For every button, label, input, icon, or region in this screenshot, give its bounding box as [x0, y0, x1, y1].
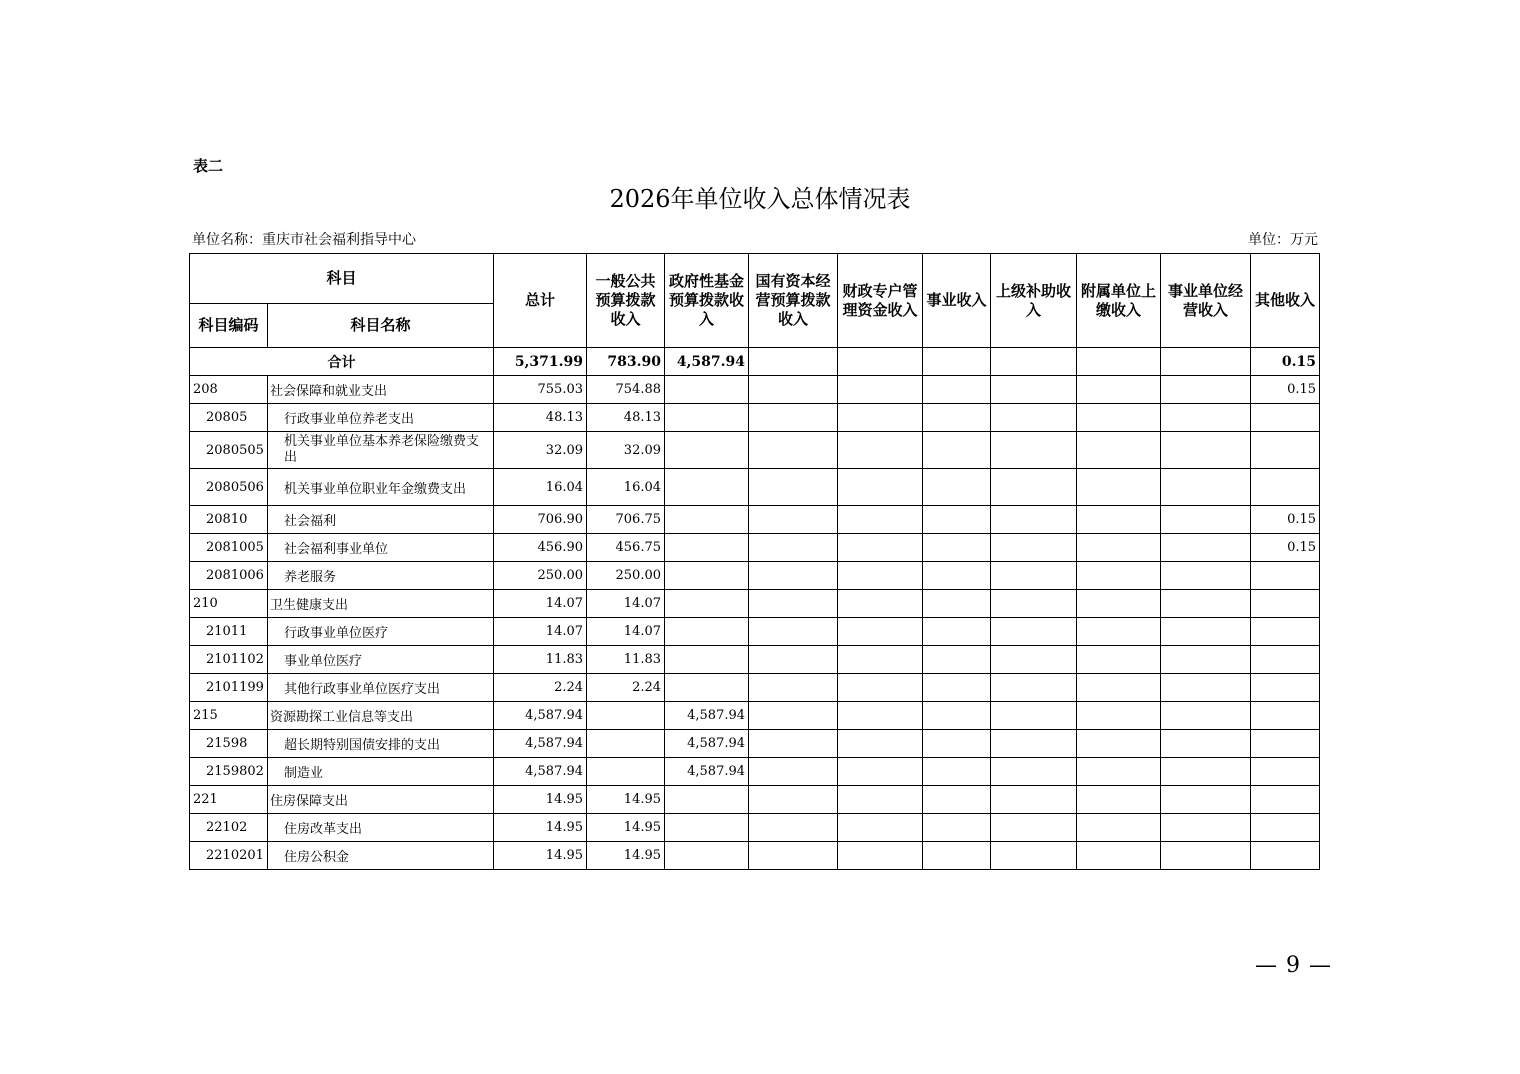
- header-subject: 科目: [190, 254, 494, 304]
- row-general-budget: 14.95: [587, 842, 665, 870]
- row-general-budget: 706.75: [587, 506, 665, 534]
- row-name: 住房保障支出: [268, 786, 494, 814]
- row-total: 48.13: [494, 404, 587, 432]
- row-total: 250.00: [494, 562, 587, 590]
- row-general-budget: 11.83: [587, 646, 665, 674]
- row-general-budget: [587, 730, 665, 758]
- row-gov-fund: [665, 562, 749, 590]
- row-name: 机关事业单位职业年金缴费支出: [268, 469, 494, 506]
- header-superior-subsidy: 上级补助收入: [991, 254, 1077, 348]
- row-general-budget: 16.04: [587, 469, 665, 506]
- table-row: [190, 702, 1320, 730]
- row-name: 资源勘探工业信息等支出: [268, 702, 494, 730]
- row-other-income: [1251, 646, 1320, 674]
- row-code: 2081006: [190, 562, 268, 590]
- meta-row: [192, 229, 1318, 249]
- row-code: 21011: [190, 618, 268, 646]
- row-other-income: [1251, 562, 1320, 590]
- row-gov-fund: [665, 674, 749, 702]
- row-gov-fund: [665, 404, 749, 432]
- row-total: 4,587.94: [494, 758, 587, 786]
- row-code: 208: [190, 376, 268, 404]
- row-other-income: [1251, 432, 1320, 469]
- row-general-budget: [587, 702, 665, 730]
- row-total: 456.90: [494, 534, 587, 562]
- row-other-income: 0.15: [1251, 376, 1320, 404]
- row-total: 14.95: [494, 786, 587, 814]
- row-name: 卫生健康支出: [268, 590, 494, 618]
- row-name: 住房公积金: [268, 842, 494, 870]
- row-total: 14.95: [494, 814, 587, 842]
- row-other-income: [1251, 702, 1320, 730]
- table-row: [190, 842, 1320, 870]
- row-name: 制造业: [268, 758, 494, 786]
- row-other-income: [1251, 758, 1320, 786]
- table-label: 表二: [193, 157, 224, 175]
- header-general-budget: 一般公共预算拨款收入: [587, 254, 665, 348]
- header-affiliated-payment: 附属单位上缴收入: [1077, 254, 1161, 348]
- row-code: 215: [190, 702, 268, 730]
- unit-name: 单位名称：重庆市社会福利指导中心: [192, 232, 416, 248]
- row-general-budget: 32.09: [587, 432, 665, 469]
- row-general-budget: 14.95: [587, 786, 665, 814]
- table-row: [190, 814, 1320, 842]
- row-total: 4,587.94: [494, 730, 587, 758]
- row-name: 行政事业单位医疗: [268, 618, 494, 646]
- header-operating-income: 事业单位经营收入: [1161, 254, 1251, 348]
- row-gov-fund: [665, 376, 749, 404]
- row-gov-fund: [665, 618, 749, 646]
- table-row: [190, 562, 1320, 590]
- row-code: 2159802: [190, 758, 268, 786]
- row-gov-fund: 4,587.94: [665, 758, 749, 786]
- row-code: 20805: [190, 404, 268, 432]
- row-gov-fund: [665, 590, 749, 618]
- row-general-budget: [587, 758, 665, 786]
- row-gov-fund: [665, 534, 749, 562]
- table-row: [190, 618, 1320, 646]
- row-general-budget: 250.00: [587, 562, 665, 590]
- row-total: 2.24: [494, 674, 587, 702]
- row-general-budget: 14.95: [587, 814, 665, 842]
- table-row: [190, 590, 1320, 618]
- row-code: 2080506: [190, 469, 268, 506]
- row-code: 21598: [190, 730, 268, 758]
- row-gov-fund: [665, 469, 749, 506]
- row-total: 14.07: [494, 590, 587, 618]
- row-code: 221: [190, 786, 268, 814]
- header-fiscal-special: 财政专户管理资金收入: [838, 254, 923, 348]
- row-name: 社会福利: [268, 506, 494, 534]
- header-business-income: 事业收入: [923, 254, 991, 348]
- row-gov-fund: [665, 842, 749, 870]
- row-name: 社会福利事业单位: [268, 534, 494, 562]
- row-gov-fund: [665, 814, 749, 842]
- row-name: 住房改革支出: [268, 814, 494, 842]
- row-other-income: [1251, 786, 1320, 814]
- page-number: — 9 —: [1255, 953, 1332, 978]
- row-other-income: [1251, 590, 1320, 618]
- table-row: [190, 646, 1320, 674]
- row-code: 2101102: [190, 646, 268, 674]
- row-total: 16.04: [494, 469, 587, 506]
- table-row: [190, 404, 1320, 432]
- row-code: 2101199: [190, 674, 268, 702]
- table-row: [190, 506, 1320, 534]
- table-row: [190, 534, 1320, 562]
- row-gov-fund: [665, 432, 749, 469]
- header-subject-code: 科目编码: [190, 304, 268, 348]
- page-title: 2026年单位收入总体情况表: [609, 185, 911, 213]
- row-general-budget: 48.13: [587, 404, 665, 432]
- row-other-income: 0.15: [1251, 506, 1320, 534]
- row-name: 养老服务: [268, 562, 494, 590]
- row-gov-fund: [665, 506, 749, 534]
- row-total: 706.90: [494, 506, 587, 534]
- total-gov-fund: 4,587.94: [665, 348, 749, 376]
- table-row: [190, 469, 1320, 506]
- row-other-income: [1251, 618, 1320, 646]
- header-total: 总计: [494, 254, 587, 348]
- income-table: [189, 253, 1320, 870]
- row-code: 2080505: [190, 432, 268, 469]
- header-subject-name: 科目名称: [268, 304, 494, 348]
- total-label: 合计: [190, 348, 494, 376]
- row-other-income: 0.15: [1251, 534, 1320, 562]
- row-name: 超长期特别国债安排的支出: [268, 730, 494, 758]
- table-row: [190, 376, 1320, 404]
- row-name: 机关事业单位基本养老保险缴费支出: [268, 432, 494, 469]
- row-other-income: [1251, 730, 1320, 758]
- row-total: 755.03: [494, 376, 587, 404]
- row-other-income: [1251, 404, 1320, 432]
- row-total: 14.07: [494, 618, 587, 646]
- row-general-budget: 754.88: [587, 376, 665, 404]
- unit-label: 单位：万元: [1248, 232, 1318, 248]
- row-total: 14.95: [494, 842, 587, 870]
- row-code: 210: [190, 590, 268, 618]
- row-total: 32.09: [494, 432, 587, 469]
- total-other-income: 0.15: [1251, 348, 1320, 376]
- row-general-budget: 456.75: [587, 534, 665, 562]
- row-gov-fund: 4,587.94: [665, 702, 749, 730]
- row-total: 4,587.94: [494, 702, 587, 730]
- row-code: 2210201: [190, 842, 268, 870]
- row-code: 22102: [190, 814, 268, 842]
- row-general-budget: 2.24: [587, 674, 665, 702]
- table-row: [190, 730, 1320, 758]
- row-code: 20810: [190, 506, 268, 534]
- table-row: [190, 758, 1320, 786]
- table-row: [190, 432, 1320, 469]
- row-total: 11.83: [494, 646, 587, 674]
- row-general-budget: 14.07: [587, 590, 665, 618]
- row-gov-fund: 4,587.94: [665, 730, 749, 758]
- row-code: 2081005: [190, 534, 268, 562]
- row-other-income: [1251, 814, 1320, 842]
- row-name: 社会保障和就业支出: [268, 376, 494, 404]
- row-other-income: [1251, 842, 1320, 870]
- row-name: 行政事业单位养老支出: [268, 404, 494, 432]
- header-other-income: 其他收入: [1251, 254, 1320, 348]
- total-general-budget: 783.90: [587, 348, 665, 376]
- total-total: 5,371.99: [494, 348, 587, 376]
- row-other-income: [1251, 674, 1320, 702]
- row-general-budget: 14.07: [587, 618, 665, 646]
- header-gov-fund: 政府性基金预算拨款收入: [665, 254, 749, 348]
- row-other-income: [1251, 469, 1320, 506]
- row-name: 其他行政事业单位医疗支出: [268, 674, 494, 702]
- header-state-capital: 国有资本经营预算拨款收入: [749, 254, 838, 348]
- table-row: [190, 786, 1320, 814]
- row-gov-fund: [665, 646, 749, 674]
- row-name: 事业单位医疗: [268, 646, 494, 674]
- table-row: [190, 674, 1320, 702]
- total-row: [190, 348, 1320, 376]
- row-gov-fund: [665, 786, 749, 814]
